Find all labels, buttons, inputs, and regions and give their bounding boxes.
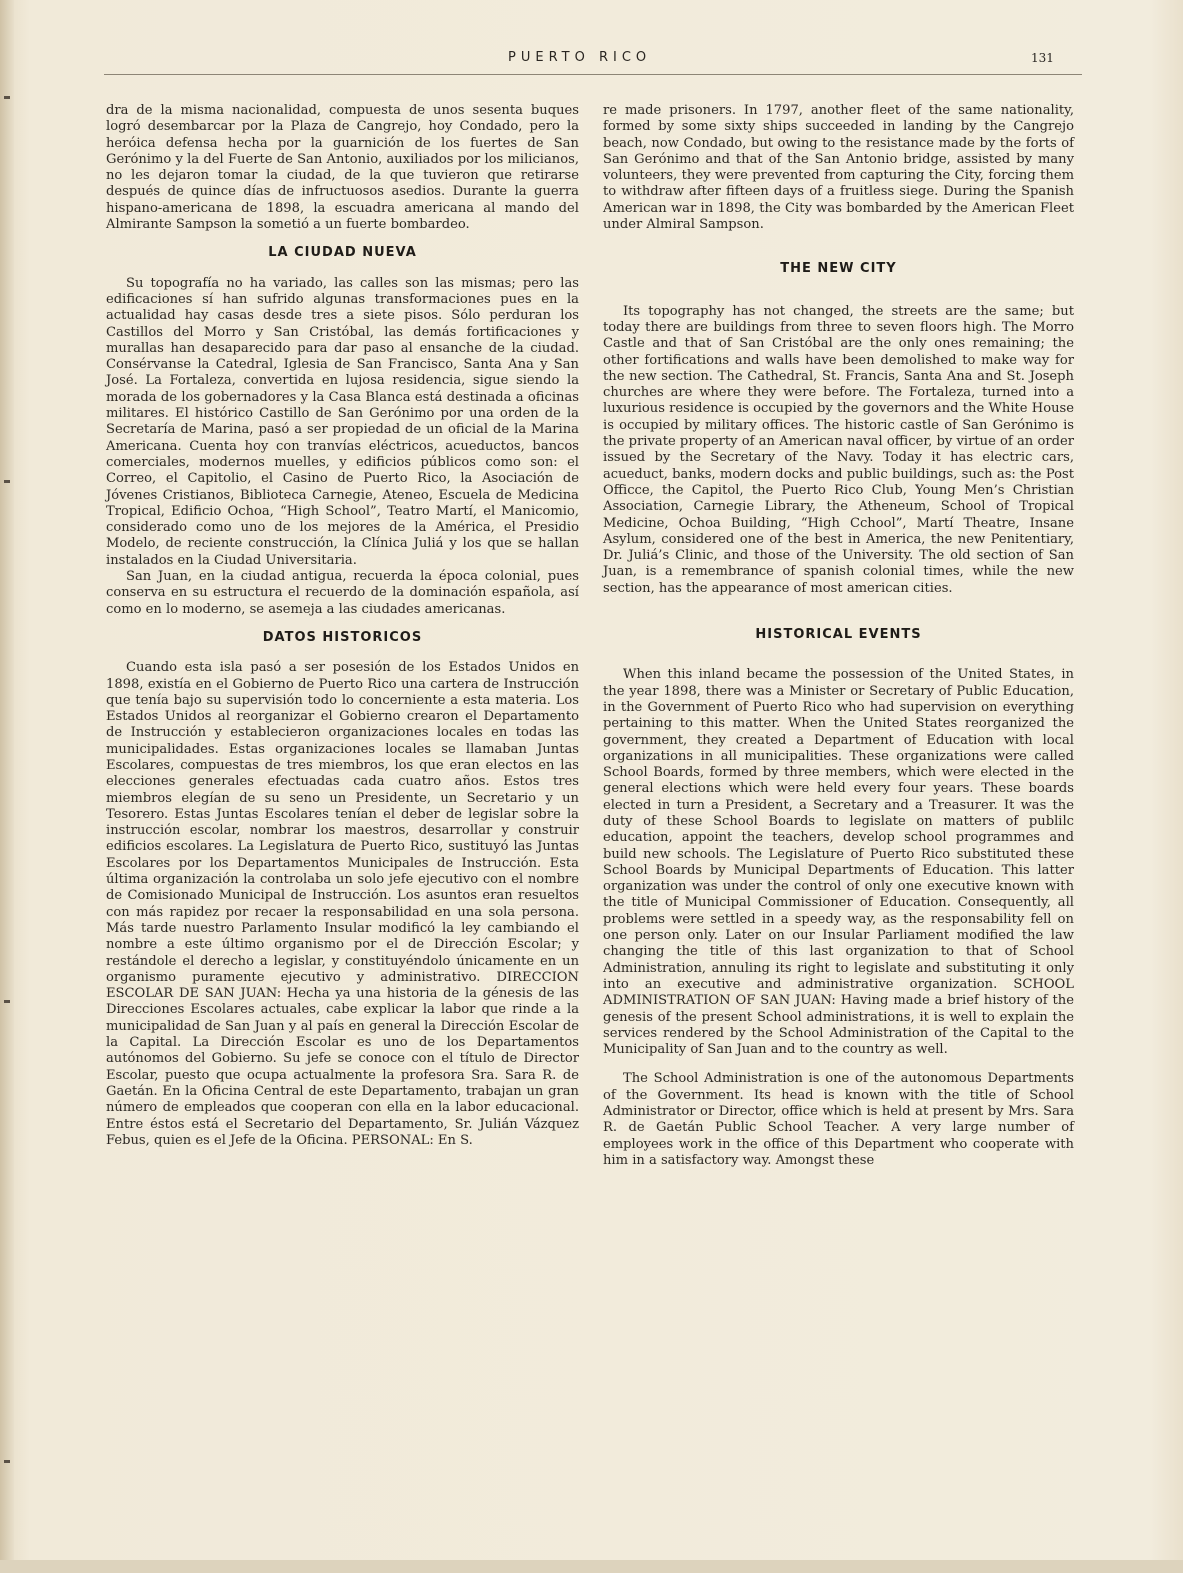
page-binding-edge bbox=[0, 0, 14, 1573]
section-heading: DATOS HISTORICOS bbox=[262, 629, 423, 645]
running-title: PUERTO RICO bbox=[508, 50, 652, 65]
section-heading: LA CIUDAD NUEVA bbox=[268, 245, 417, 261]
english-column bbox=[603, 103, 1074, 1169]
paragraph: The School Administration is one of the autonomous Departments of the Government. Its head is known with the title of School Administrator or Director, office which is held at present by Mrs. Sara R. de Gaetán Public School Teacher. A very large number of employees work in the office of this Department who cooperate with him in a satisfactory way. Amongst these bbox=[603, 1071, 1074, 1168]
paragraph: Su topografía no ha variado, las calles son las mismas; pero las edificaciones sí han sufrido algunas transformaciones pues en la actualidad hay casas desde tres a siete pisos. Sólo perduran los Castillos del Morro y San Cristóbal, las demás fortificaciones y murallas han desaparecido para dar paso al ensanche de la ciudad. Consérvanse la Catedral, Iglesia de San Francisco, Santa Ana y San José. La Fortaleza, convertida en lujosa residencia, sigue siendo la morada de los gobernadores y la Casa Blanca está destinada a oficinas militares. El histórico Castillo de San Gerónimo por una orden de la Secretaría de Marina, pasó a ser propiedad de un oficial de la Marina Americana. Cuenta hoy con tranvías eléctricos, acueductos, bancos comerciales, modernos muelles, y edificios públicos como son: el Correo, el Capitolio, el Casino de Puerto Rico, la Asociación de Jóvenes Cristianos, Biblioteca Carnegie, Ateneo, Escuela de Medicina Tropical, Edificio Ochoa, “High School”, Teatro Martí, el Manicomio, considerado como uno de los mejores de la América, el Presidio Modelo, de reciente construcción, la Clínica Juliá y los que se hallan instalados en la Ciudad Universitaria. bbox=[106, 275, 579, 568]
paragraph: re made prisoners. In 1797, another fleet of the same nationality, formed by some sixty ships succeeded in landing by the Cangrejo beach, now Condado, but owing to the resistance made by the forts of San Gerónimo and that of the San Antonio bridge, assisted by many volunteers, they were prevented from capturing the City, forcing them to withdraw after fifteen days of a fruitless siege. During the Spanish American war in 1898, the City was bombarded by the American Fleet under Almiral Sampson. bbox=[603, 103, 1074, 233]
spanish-column bbox=[106, 103, 579, 1149]
paragraph: San Juan, en la ciudad antigua, recuerda la época colonial, pues conserva en su estructura el recuerdo de la dominación española, así como en lo moderno, se asemeja a las ciudades americanas. bbox=[106, 569, 579, 617]
binding-mark bbox=[4, 1000, 10, 1003]
page-bottom-edge bbox=[0, 1560, 1183, 1573]
section-heading: HISTORICAL EVENTS bbox=[755, 627, 922, 643]
binding-mark bbox=[4, 1460, 10, 1463]
paragraph-gap bbox=[603, 1058, 1074, 1071]
paragraph: Cuando esta isla pasó a ser posesión de los Estados Unidos en 1898, existía en el Gobierno de Puerto Rico una cartera de Instrucción que tenía bajo su supervisión todo lo concerniente a esta materia. Los Estados Unidos al reorganizar el Gobierno crearon el Departamento de Instrucción y establecieron organizaciones locales en todas las municipalidades. Estas organizaciones locales se llamaban Juntas Escolares, compuestas de tres miembros, los que eran electos en las elecciones generales efectuadas cada cuatro años. Estos tres miembros elegían de su seno un Presidente, un Secretario y un Tesorero. Estas Juntas Escolares tenían el deber de legislar sobre la instrucción escolar, nombrar los maestros, desarrollar y construir edificios escolares. La Legislatura de Puerto Rico, sustituyó las Juntas Escolares por los Departamentos Municipales de Instrucción. Esta última organización la controlaba un solo jefe ejecutivo con el nombre de Comisionado Municipal de Instrucción. Los asuntos eran resueltos con más rapidez por recaer la responsabilidad en una sola persona. Más tarde nuestro Parlamento Insular modificó la ley cambiando el nombre a este último organismo por el de Dirección Escolar; y restándole el derecho a legislar, y constituyéndolo únicamente en un organismo puramente ejecutivo y administrativo. DIRECCION ESCOLAR DE SAN JUAN: Hecha ya una historia de la génesis de las Direcciones Escolares actuales, cabe explicar la labor que rinde a la municipalidad de San Juan y al país en general la Dirección Escolar de la Capital. La Dirección Escolar es uno de los Departamentos autónomos del Gobierno. Su jefe se conoce con el título de Director Escolar, puesto que ocupa actualmente la profesora Sra. Sara R. de Gaetán. En la Oficina Central de este Departamento, trabajan un gran número de empleados que cooperan con ella en la labor educacional. Entre éstos está el Secretario del Departamento, Sr. Julián Vázquez Febus, quien es el Jefe de la Oficina. PERSONAL: En S. bbox=[106, 660, 579, 1148]
section-heading: THE NEW CITY bbox=[780, 261, 897, 277]
paragraph: Its topography has not changed, the streets are the same; but today there are buildings from three to seven floors high. The Morro Castle and that of San Cristóbal are the only ones remaining; the other fortifications and walls have been demolished to make way for the new section. The Cathedral, St. Francis, Santa Ana and St. Joseph churches are where they were before. The Fortaleza, turned into a luxurious residence is occupied by the governors and the White House is occupied by military offices. The historic castle of San Gerónimo is the private property of an American naval officer, by virtue of an order issued by the Secretary of the Navy. Today it has electric cars, acueduct, banks, modern docks and public buildings, such as: the Post Officce, the Capitol, the Puerto Rico Club, Young Men’s Christian Association, Carnegie Library, the Atheneum, School of Tropical Medicine, Ochoa Building, “High Cchool”, Martí Theatre, Insane Asylum, considered one of the best in America, the new Penitentiary, Dr. Juliá’s Clinic, and those of the University. The old section of San Juan, is a remembrance of spanish colonial times, while the new section, has the appearance of most american cities. bbox=[603, 303, 1074, 596]
binding-mark bbox=[4, 480, 10, 483]
header-rule bbox=[104, 74, 1082, 75]
paragraph: dra de la misma nacionalidad, compuesta de unos sesenta buques logró desembarcar por la Plaza de Cangrejo, hoy Condado, pero la heróica defensa hecha por la guarnición de los fuertes de San Gerónimo y la del Fuerte de San Antonio, auxiliados por los milicianos, no les dejaron tomar la ciudad, de la que tuvieron que retirarse después de quince días de infructuosos asedios. Durante la guerra hispano-americana de 1898, la escuadra americana al mando del Almirante Sampson la sometió a un fuerte bombardeo. bbox=[106, 103, 579, 233]
paragraph: When this inland became the possession of the United States, in the year 1898, there was a Minister or Secretary of Public Education, in the Government of Puerto Rico who had supervision on everything pertaining to this matter. When the United States reorganized the government, they created a Department of Education with local organizations in all municipalities. These organizations were called School Boards, formed by three members, which were elected in the general elections which were held every four years. These boards elected in turn a President, a Secretary and a Treasurer. It was the duty of these School Boards to legislate on matters of publilc education, appoint the teachers, develop school programmes and build new schools. The Legislature of Puerto Rico substituted these School Boards by Municipal Departments of Education. This latter organization was under the control of only one executive known with the title of Municipal Commissioner of Education. Consequently, all problems were settled in a speedy way, as the responsability fell on one person only. Later on our Insular Parliament modified the law changing the title of this last organization to that of School Administration, annuling its right to legislate and substituting it only into an executive and administrative organization. SCHOOL ADMINISTRATION OF SAN JUAN: Having made a brief history of the genesis of the present School administrations, it is well to explain the services rendered by the School Administration of the Capital to the Municipality of San Juan and to the country as well. bbox=[603, 667, 1074, 1058]
binding-mark bbox=[4, 96, 10, 99]
page-number: 131 bbox=[1031, 51, 1054, 65]
page-header bbox=[0, 50, 1183, 70]
